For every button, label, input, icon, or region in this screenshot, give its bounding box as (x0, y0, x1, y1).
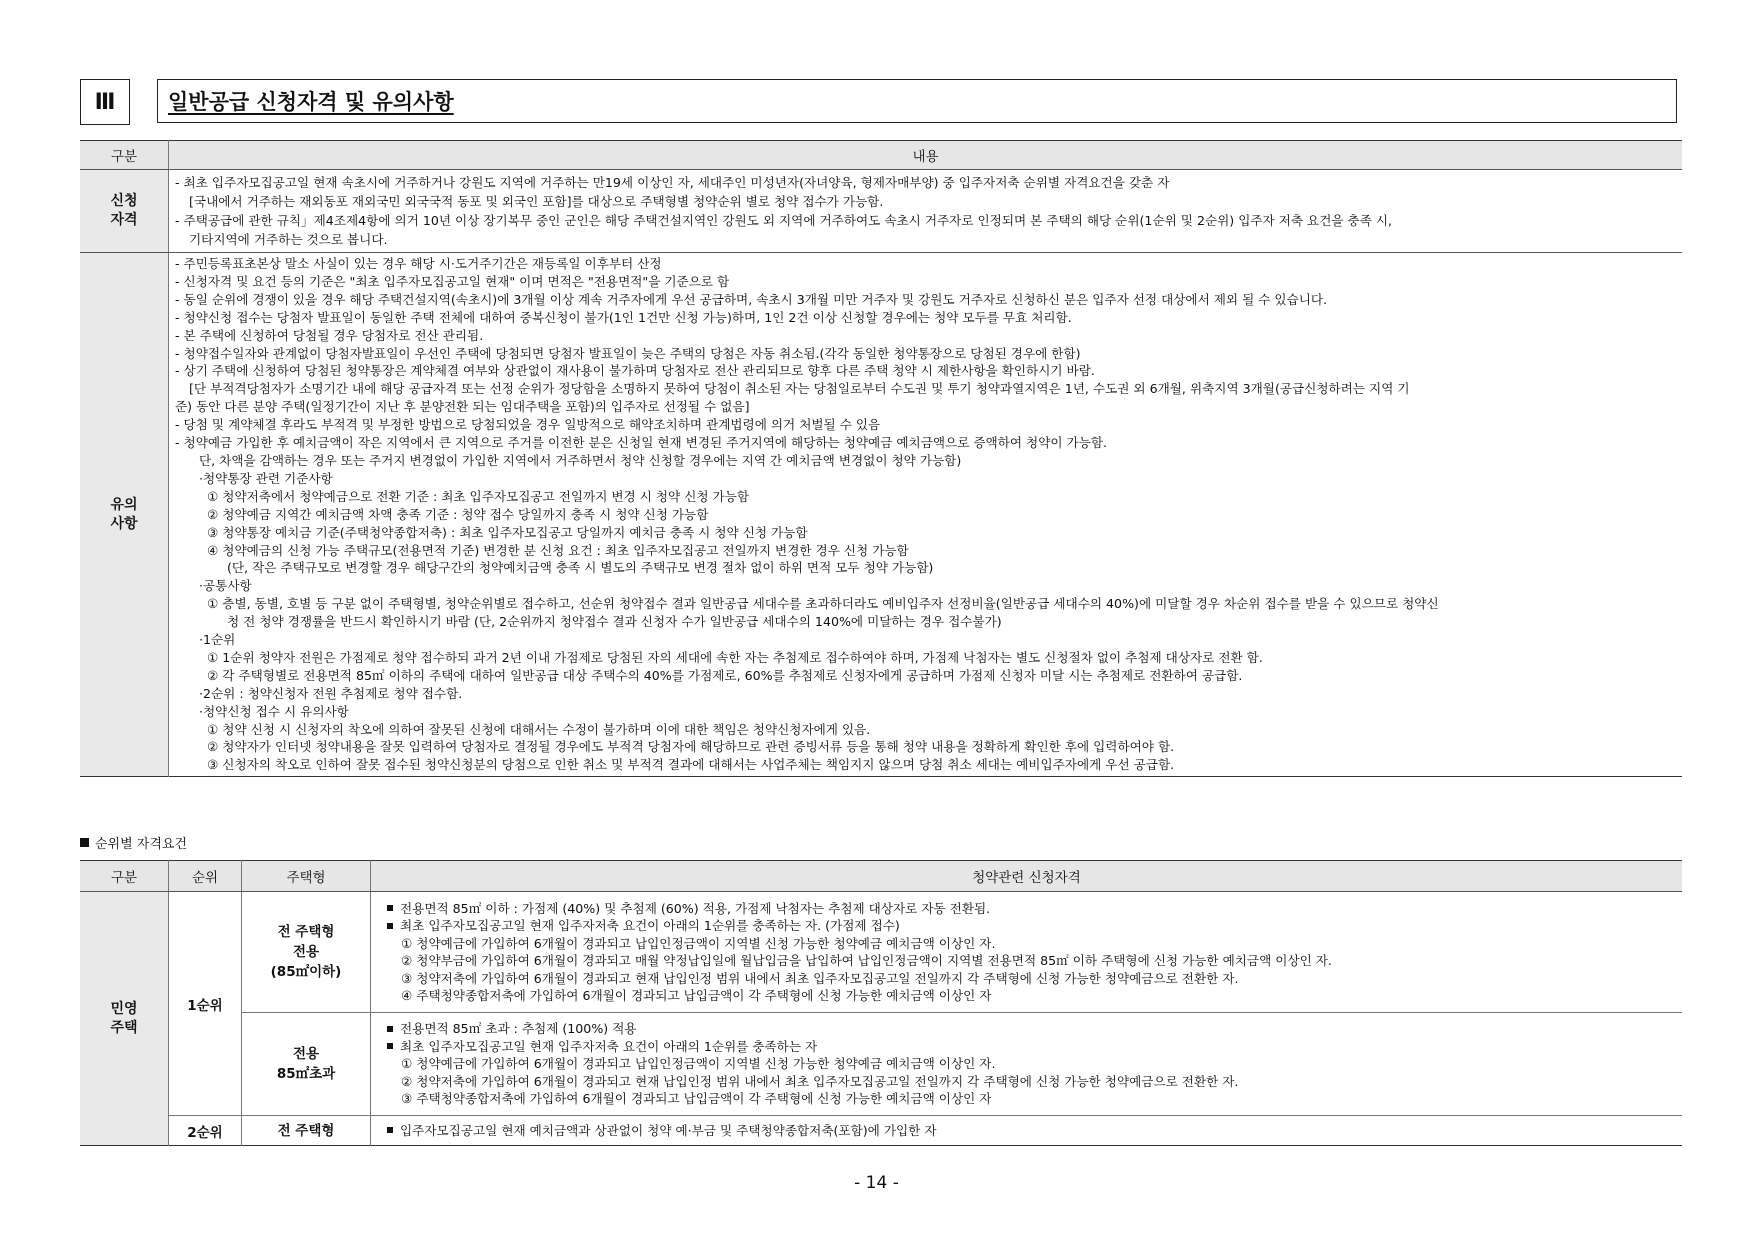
row-category-eligibility (80, 170, 169, 253)
text-line-content: 최초 입주자모집공고일 현재 입주자저축 요건이 아래의 1순위를 충족하는 자 (400, 1038, 818, 1054)
text-line: [국내에서 거주하는 재외동포 재외국민 외국국적 동포 및 외국인 포함]를 대상으로 주택형별 청약순위 별로 청약 접수가 가능함. (189, 194, 884, 209)
text-line: ③ 주택청약종합저축에 가입하여 6개월이 경과되고 납입금액이 각 주택형에 신청 가능한 예치금액 이상인 자 (401, 1091, 992, 1107)
category-line: 신청 (110, 193, 138, 209)
category-line: 사항 (110, 515, 138, 532)
text-line: ③ 청약통장 예치금 기준(주택청약종합저축) : 최초 입주자모집공고 당일까지 예치금 충족 시 청약 신청 가능함 (207, 524, 808, 540)
section-title: 일반공급 신청자격 및 유의사항 (168, 90, 454, 114)
table-row-rank1-small (80, 892, 1682, 1013)
text-line: 준) 동안 다른 분양 주택(일정기간이 지난 후 분양전환 되는 임대주택을 포함)의 입주자로 선정될 수 없음] (175, 399, 750, 415)
text-line: 단, 차액을 감액하는 경우 또는 주거지 변경없이 가입한 지역에서 거주하면서 청약 신청할 경우에는 지역 간 예치금액 변경없이 청약 가능함) (199, 452, 962, 468)
text-line: - 주민등록표초본상 말소 사실이 있는 경우 해당 시·도거주기간은 재등록일 이후부터 산정 (175, 256, 662, 271)
text-line-content: 입주자모집공고일 현재 예치금액과 상관없이 청약 예·부금 및 주택청약종합저축(포함)에 가입한 자 (400, 1122, 937, 1138)
row-content-eligibility (169, 170, 1683, 253)
text-line: ① 청약예금에 가입하여 6개월이 경과되고 납입인정금액이 지역별 신청 가능한 청약예금 예치금액 이상인 자. (401, 1056, 996, 1072)
house-type-all: 전 주택형 (242, 1116, 371, 1146)
section-number-box (80, 79, 130, 125)
text-line: ·청약신청 접수 시 유의사항 (199, 703, 349, 719)
category-line: 자격 (110, 212, 138, 228)
section-number: Ⅲ (94, 89, 116, 115)
type-line: 85㎡초과 (276, 1066, 336, 1082)
text-line: - 동일 순위에 경쟁이 있을 경우 해당 주택건설지역(속초시)에 3개월 이상 계속 거주자에게 우선 공급하며, 속초시 3개월 미만 거주자 및 강원도 거주자로 신청하신 분은 입주자 선정 대상에서 제외 될 수 있습니다. (175, 291, 1328, 307)
category-line: 주택 (110, 1019, 138, 1036)
qualification-rank2 (371, 1116, 1683, 1146)
category-line: 민영 (110, 1000, 138, 1017)
text-line: ① 1순위 청약자 전원은 가점제로 청약 접수하되 과거 2년 이내 가점제로 당첨된 자의 세대에 속한 자는 추첨제로 접수하여야 하며, 가점제 낙첨자는 별도 신청절차 없이 추첨제 대상자로 전환 함. (207, 649, 1263, 665)
text-line: 청 전 청약 경쟁률을 반드시 확인하시기 바람 (단, 2순위까지 청약접수 결과 신청자 수가 일반공급 세대수의 140%에 미달하는 경우 접수불가) (227, 614, 1002, 630)
text-line: - 최초 입주자모집공고일 현재 속초시에 거주하거나 강원도 지역에 거주하는 만19세 이상인 자, 세대주인 미성년자(자녀양육, 형제자매부양) 중 입주자저축 순위별 자격요건을 갖춘 자 (175, 175, 1170, 190)
text-line: ·1순위 (199, 632, 236, 648)
text-line: ·청약통장 관련 기준사항 (199, 470, 333, 486)
table-row-notes (80, 253, 1682, 777)
text-line (379, 1122, 1674, 1140)
eligibility-table (80, 140, 1682, 777)
header-qualification: 청약관련 신청자격 (371, 861, 1683, 892)
text-line: - 주택공급에 관한 규칙」제4조제4항에 의거 10년 이상 장기복무 중인 군인은 해당 주택건설지역인 강원도 외 지역에 거주하여도 속초시 거주자로 인정되며 본 주택의 해당 순위(1순위 및 2순위) 입주자 저축 요건을 충족 시, (175, 213, 1393, 228)
text-line: ④ 청약예금의 신청 가능 주택규모(전용면적 기준) 변경한 분 신청 요건 : 최초 입주자모집공고 전일까지 변경한 경우 신청 가능함 (207, 542, 909, 558)
square-bullet-icon (387, 1026, 393, 1032)
rank-first: 1순위 (169, 892, 242, 1116)
text-line: ① 청약예금에 가입하여 6개월이 경과되고 납입인정금액이 지역별 신청 가능한 청약예금 예치금액 이상인 자. (401, 935, 996, 951)
text-line: ② 청약부금에 가입하여 6개월이 경과되고 매월 약정납입일에 월납입금을 납입하여 납입인정금액이 지역별 전용면적 85㎡ 이하 주택형에 신청 가능한 예치금액 이상인 자. (401, 953, 1332, 968)
square-bullet-icon (387, 923, 393, 929)
text-line: - 청약신청 접수는 당첨자 발표일이 동일한 주택 전체에 대하여 중복신청이 불가(1인 1건만 신청 가능)하며, 1인 2건 이상 신청할 경우에는 청약 모두를 무효 처리함. (175, 309, 1072, 325)
text-line: ② 각 주택형별로 전용면적 85㎡ 이하의 주택에 대하여 일반공급 대상 주택수의 40%를 가점제로, 60%를 추첨제로 신청자에게 공급하며 가점제 신청자 미달 시는 추첨제로 전환하여 공급함. (207, 667, 1243, 683)
qualification-large (371, 1013, 1683, 1116)
text-line: ③ 신청자의 착오로 인하여 잘못 접수된 청약신청분의 당첨으로 인한 취소 및 부적격 결과에 대해서는 사업주체는 책임지지 않으며 당첨 취소 세대는 예비입주자에게 우선 공급함. (207, 757, 1175, 773)
square-bullet-icon (80, 838, 89, 847)
header-rank: 순위 (169, 861, 242, 892)
rank-second: 2순위 (169, 1116, 242, 1146)
section-header (80, 79, 1680, 125)
text-line: [단 부적격당첨자가 소명기간 내에 해당 공급자격 또는 선정 순위가 정당함을 소명하지 못하여 당첨이 취소된 자는 당첨일로부터 수도권 및 투기 청약과열지역은 1년, 수도권 외 6개월, 위축지역 3개월(공급신청하려는 지역 기 (189, 381, 1410, 397)
text-line: ① 청약 신청 시 신청자의 착오에 의하여 잘못된 신청에 대해서는 수정이 불가하며 이에 대한 책임은 청약신청자에게 있음. (207, 721, 871, 737)
text-line: ② 청약저축에 가입하여 6개월이 경과되고 현재 납입인정 범위 내에서 최초 입주자모집공고일 전일까지 각 주택형에 신청 가능한 청약예금으로 전환한 자. (401, 1073, 1239, 1089)
rank-requirements-heading (80, 833, 187, 852)
page-number: - 14 - (854, 1173, 899, 1193)
text-line: ① 층별, 동별, 호별 등 구분 없이 주택형별, 청약순위별로 접수하고, 선순위 청약접수 결과 일반공급 세대수를 초과하더라도 예비입주자 선정비율(일반공급 세대수의 40%)에 미달할 경우 차순위 접수를 받을 수 있으므로 청약신 (207, 596, 1439, 612)
text-line: ② 청약예금 지역간 예치금액 차액 충족 기준 : 청약 접수 당일까지 충족 시 청약 신청 가능함 (207, 506, 709, 522)
text-line (379, 900, 1674, 918)
type-line: (85㎡이하) (270, 964, 342, 980)
rank-requirements-title: 순위별 자격요건 (95, 837, 188, 852)
type-line: 전 주택형 (277, 924, 335, 940)
category-private-housing (80, 892, 169, 1146)
text-line: (단, 작은 주택규모로 변경할 경우 해당구간의 청약예치금액 충족 시 별도의 주택규모 변경 절차 없이 하위 면적 모두 청약 가능함) (227, 560, 934, 576)
header-content: 내용 (169, 141, 1683, 170)
text-line (379, 1020, 1674, 1038)
text-line: ① 청약저축에서 청약예금으로 전환 기준 : 최초 입주자모집공고 전일까지 변경 시 청약 신청 가능함 (207, 488, 750, 504)
text-line: - 본 주택에 신청하여 당첨될 경우 당첨자로 전산 관리됨. (175, 327, 484, 343)
table-row-rank1-large (80, 1013, 1682, 1116)
house-type-large (242, 1013, 371, 1116)
text-line: ④ 주택청약종합저축에 가입하여 6개월이 경과되고 납입금액이 각 주택형에 신청 가능한 예치금액 이상인 자 (401, 988, 992, 1003)
text-line (379, 1038, 1674, 1056)
text-line: - 청약예금 가입한 후 예치금액이 작은 지역에서 큰 지역으로 주거를 이전한 분은 신청일 현재 변경된 주거지역에 해당하는 청약예금 예치금액으로 증액하여 청약이 가능함. (175, 435, 1108, 451)
header-category: 구분 (80, 141, 169, 170)
square-bullet-icon (387, 1043, 393, 1049)
text-line: - 신청자격 및 요건 등의 기준은 "최초 입주자모집공고일 현재" 이며 면적은 "전용면적"을 기준으로 함 (175, 273, 730, 289)
square-bullet-icon (387, 1127, 393, 1133)
text-line: - 당첨 및 계약체결 후라도 부적격 및 부정한 방법으로 당첨되었을 경우 일방적으로 해약조치하며 관계법령에 의거 처벌될 수 있음 (175, 417, 881, 433)
type-line: 전용 (292, 1046, 320, 1062)
text-line: 기타지역에 거주하는 것으로 봅니다. (189, 232, 388, 247)
text-line: - 청약접수일자와 관계없이 당첨자발표일이 우선인 주택에 당첨되면 당첨자 발표일이 늦은 주택의 당첨은 자동 취소됨.(각각 동일한 청약통장으로 당첨된 경우에 한함) (175, 345, 1081, 361)
text-line-content: 최초 입주자모집공고일 현재 입주자저축 요건이 아래의 1순위를 충족하는 자. (가점제 접수) (400, 918, 900, 933)
header-house-type: 주택형 (242, 861, 371, 892)
text-line-content: 전용면적 85㎡ 초과 : 추첨제 (100%) 적용 (400, 1021, 637, 1037)
rank-requirements-table (80, 860, 1682, 1146)
text-line: ·공통사항 (199, 578, 252, 594)
type-line: 전용 (292, 944, 320, 960)
category-line: 유의 (110, 496, 138, 513)
text-line: ·2순위 : 청약신청자 전원 추첨제로 청약 접수함. (199, 685, 463, 701)
row-content-notes (169, 253, 1683, 777)
text-line-content: 전용면적 85㎡ 이하 : 가점제 (40%) 및 추첨제 (60%) 적용, 가점제 낙첨자는 추첨제 대상자로 자동 전환됨. (400, 900, 991, 916)
table-row-eligibility (80, 170, 1682, 253)
section-title-box (157, 79, 1677, 123)
text-line (379, 917, 1674, 935)
qualification-small (371, 892, 1683, 1013)
table-row-rank2 (80, 1116, 1682, 1146)
square-bullet-icon (387, 905, 393, 911)
text-line: ③ 청약저축에 가입하여 6개월이 경과되고 현재 납입인정 범위 내에서 최초 입주자모집공고일 전일까지 각 주택형에 신청 가능한 청약예금으로 전환한 자. (401, 970, 1239, 986)
text-line: - 상기 주택에 신청하여 당첨된 청약통장은 계약체결 여부와 상관없이 재사용이 불가하며 당첨자로 전산 관리되므로 향후 다른 주택 청약 시 제한사항을 확인하시기 바람. (175, 363, 1095, 379)
row-category-notes (80, 253, 169, 777)
house-type-small (242, 892, 371, 1013)
header-category: 구분 (80, 861, 169, 892)
text-line: ② 청약자가 인터넷 청약내용을 잘못 입력하여 당첨자로 결정될 경우에도 부적격 당첨자에 해당하므로 관련 증빙서류 등을 통해 청약 내용을 정확하게 확인한 후에 입력하여야 함. (207, 739, 1175, 755)
